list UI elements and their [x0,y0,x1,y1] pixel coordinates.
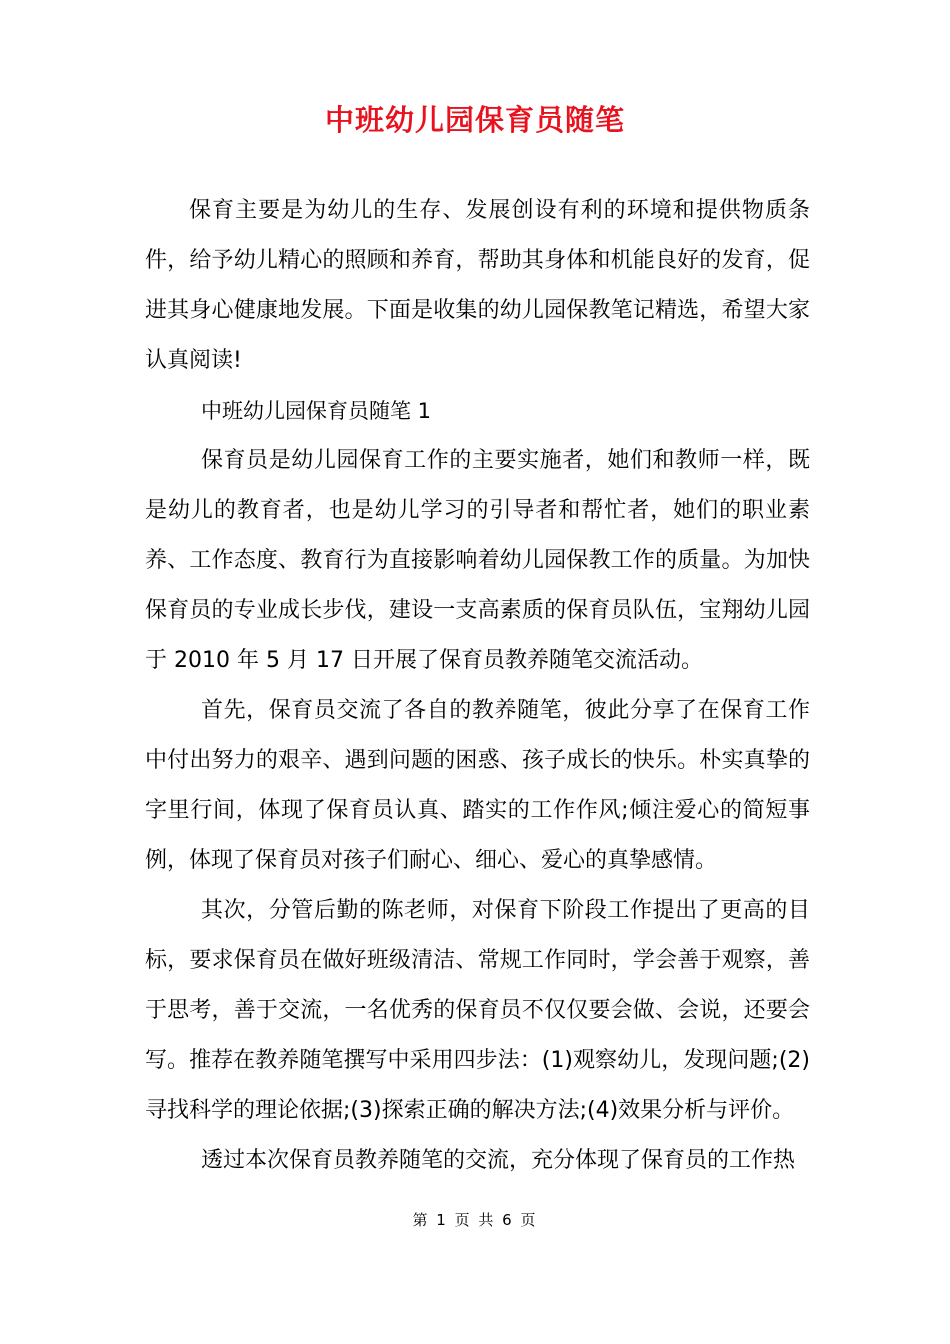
intro-paragraph: 保育主要是为幼儿的生存、发展创设有利的环境和提供物质条件，给予幼儿精心的照顾和养育，帮助其身体和机能良好的发育，促进其身心健康地发展。下面是收集的幼儿园保教笔记精选，希望大家认真阅读! [145,198,810,373]
body-paragraph: 首先，保育员交流了各自的教养随笔，彼此分享了在保育工作中付出努力的艰辛、遇到问题的困惑、孩子成长的快乐。朴实真挚的字里行间，体现了保育员认真、踏实的工作作风;倾注爱心的简短事例，体现了保育员对孩子们耐心、细心、爱心的真挚感情。 [145,698,810,873]
page-footer: 第 1 页 共 6 页 [412,1211,538,1229]
document-body [145,186,810,1186]
body-paragraph: 保育员是幼儿园保育工作的主要实施者，她们和教师一样，既是幼儿的教育者，也是幼儿学习的引导者和帮忙者，她们的职业素养、工作态度、教育行为直接影响着幼儿园保教工作的质量。为加快保育员的专业成长步伐，建设一支高素质的保育员队伍，宝翔幼儿园于 2010 年 5 月 17 日开展了保育员教养随笔交流活动。 [145,448,810,673]
body-paragraph: 透过本次保育员教养随笔的交流，充分体现了保育员的工作热 [201,1148,796,1173]
section-heading: 中班幼儿园保育员随笔 1 [201,399,432,423]
document-title: 中班幼儿园保育员随笔 [324,103,625,137]
body-paragraph: 其次，分管后勤的陈老师，对保育下阶段工作提出了更高的目标，要求保育员在做好班级清洁、常规工作同时，学会善于观察，善于思考，善于交流，一名优秀的保育员不仅仅要会做、会说，还要会写。推荐在教养随笔撰写中采用四步法：(1)观察幼儿，发现问题;(2)寻找科学的理论依据;(3)探索正确的解决方法;(4)效果分析与评价。 [145,898,810,1123]
